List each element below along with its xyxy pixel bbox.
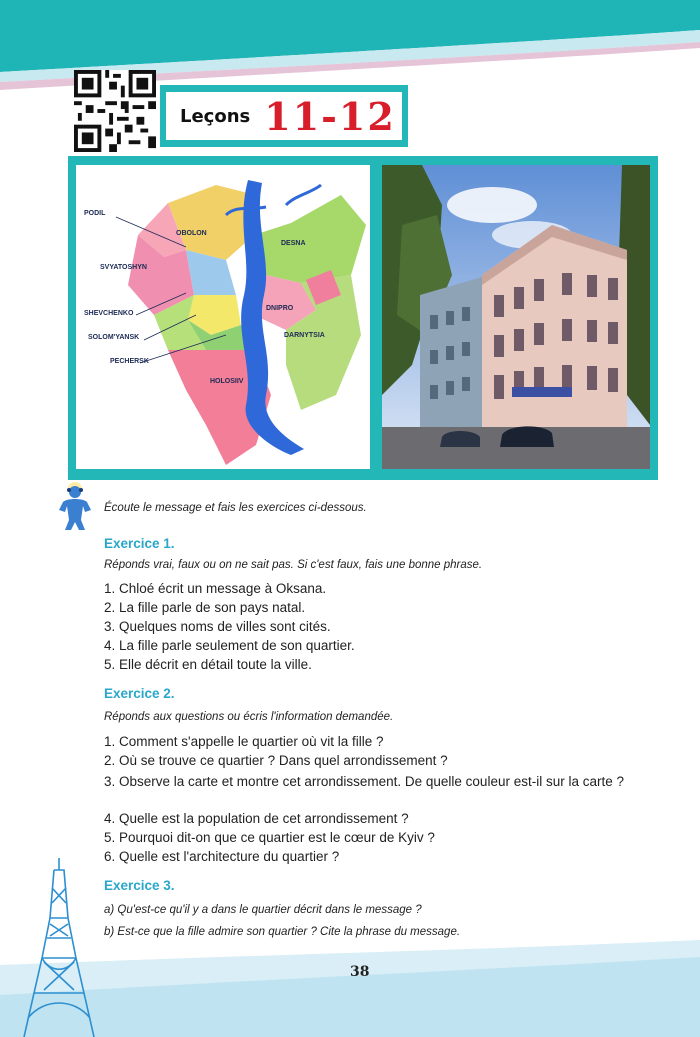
map-label: OBOLON — [176, 230, 207, 237]
map-label: DESNA — [281, 240, 306, 247]
exercise-3-title: Exercice 3. — [104, 878, 175, 893]
qr-code[interactable] — [74, 70, 156, 152]
map-label: PECHERSK — [110, 358, 149, 365]
lesson-title-word: Leçons — [180, 105, 251, 127]
map-label: DNIPRO — [266, 305, 294, 312]
exercise-3-item: b) Est-ce que la fille admire son quartier ? Cite la phrase du message. — [104, 926, 461, 938]
exercise-1-item: 2. La fille parle de son pays natal. — [104, 600, 306, 615]
map-label: SHEVCHENKO — [84, 310, 134, 317]
building-photo-drawing — [382, 165, 650, 469]
exercise-2-title: Exercice 2. — [104, 686, 175, 701]
kyiv-building-photo — [382, 165, 650, 469]
map-label: SVYATOSHYN — [100, 264, 147, 271]
exercise-2-item: 4. Quelle est la population de cet arrondissement ? — [104, 811, 409, 826]
lesson-title-inner — [166, 92, 402, 140]
page-number: 38 — [350, 964, 370, 980]
eiffel-tower-icon — [14, 858, 104, 1037]
exercise-2-item: 2. Où se trouve ce quartier ? Dans quel arrondissement ? — [104, 753, 448, 768]
exercise-1-item: 3. Quelques noms de villes sont cités. — [104, 619, 331, 634]
map-drawing — [76, 165, 370, 469]
map-label: HOLOSIIV — [210, 378, 244, 385]
lesson-title-box — [160, 85, 408, 147]
exercise-2-item: 1. Comment s'appelle le quartier où vit la fille ? — [104, 734, 384, 749]
exercise-1-instruction: Réponds vrai, faux ou on ne sait pas. Si c'est faux, fais une bonne phrase. — [104, 559, 483, 571]
exercise-2-item: 6. Quelle est l'architecture du quartier ? — [104, 849, 340, 864]
exercise-2-item: 3. Observe la carte et montre cet arrondissement. De quelle couleur est-il sur la carte ? — [104, 774, 624, 789]
exercise-2-item: 5. Pourquoi dit-on que ce quartier est le cœur de Kyiv ? — [104, 830, 435, 845]
map-label: SOLOM'YANSK — [88, 334, 140, 341]
kyiv-district-map — [76, 165, 370, 469]
exercise-1-item: 5. Elle décrit en détail toute la ville. — [104, 657, 312, 672]
footer-band — [0, 935, 700, 1037]
exercise-1-title: Exercice 1. — [104, 536, 175, 551]
listening-figure-icon — [55, 480, 99, 532]
map-label: DARNYTSIA — [284, 332, 325, 339]
exercise-1-item: 4. La fille parle seulement de son quartier. — [104, 638, 355, 653]
map-label: PODIL — [84, 210, 106, 217]
exercise-2-instruction: Réponds aux questions ou écris l'information demandée. — [104, 711, 394, 723]
exercise-1-item: 1. Chloé écrit un message à Oksana. — [104, 581, 327, 596]
illustration-frame — [68, 156, 658, 480]
exercise-3-item: a) Qu'est-ce qu'il y a dans le quartier décrit dans le message ? — [104, 904, 422, 916]
lesson-title-number: 11-12 — [264, 93, 396, 139]
listening-instruction: Écoute le message et fais les exercices ci-dessous. — [104, 502, 367, 514]
